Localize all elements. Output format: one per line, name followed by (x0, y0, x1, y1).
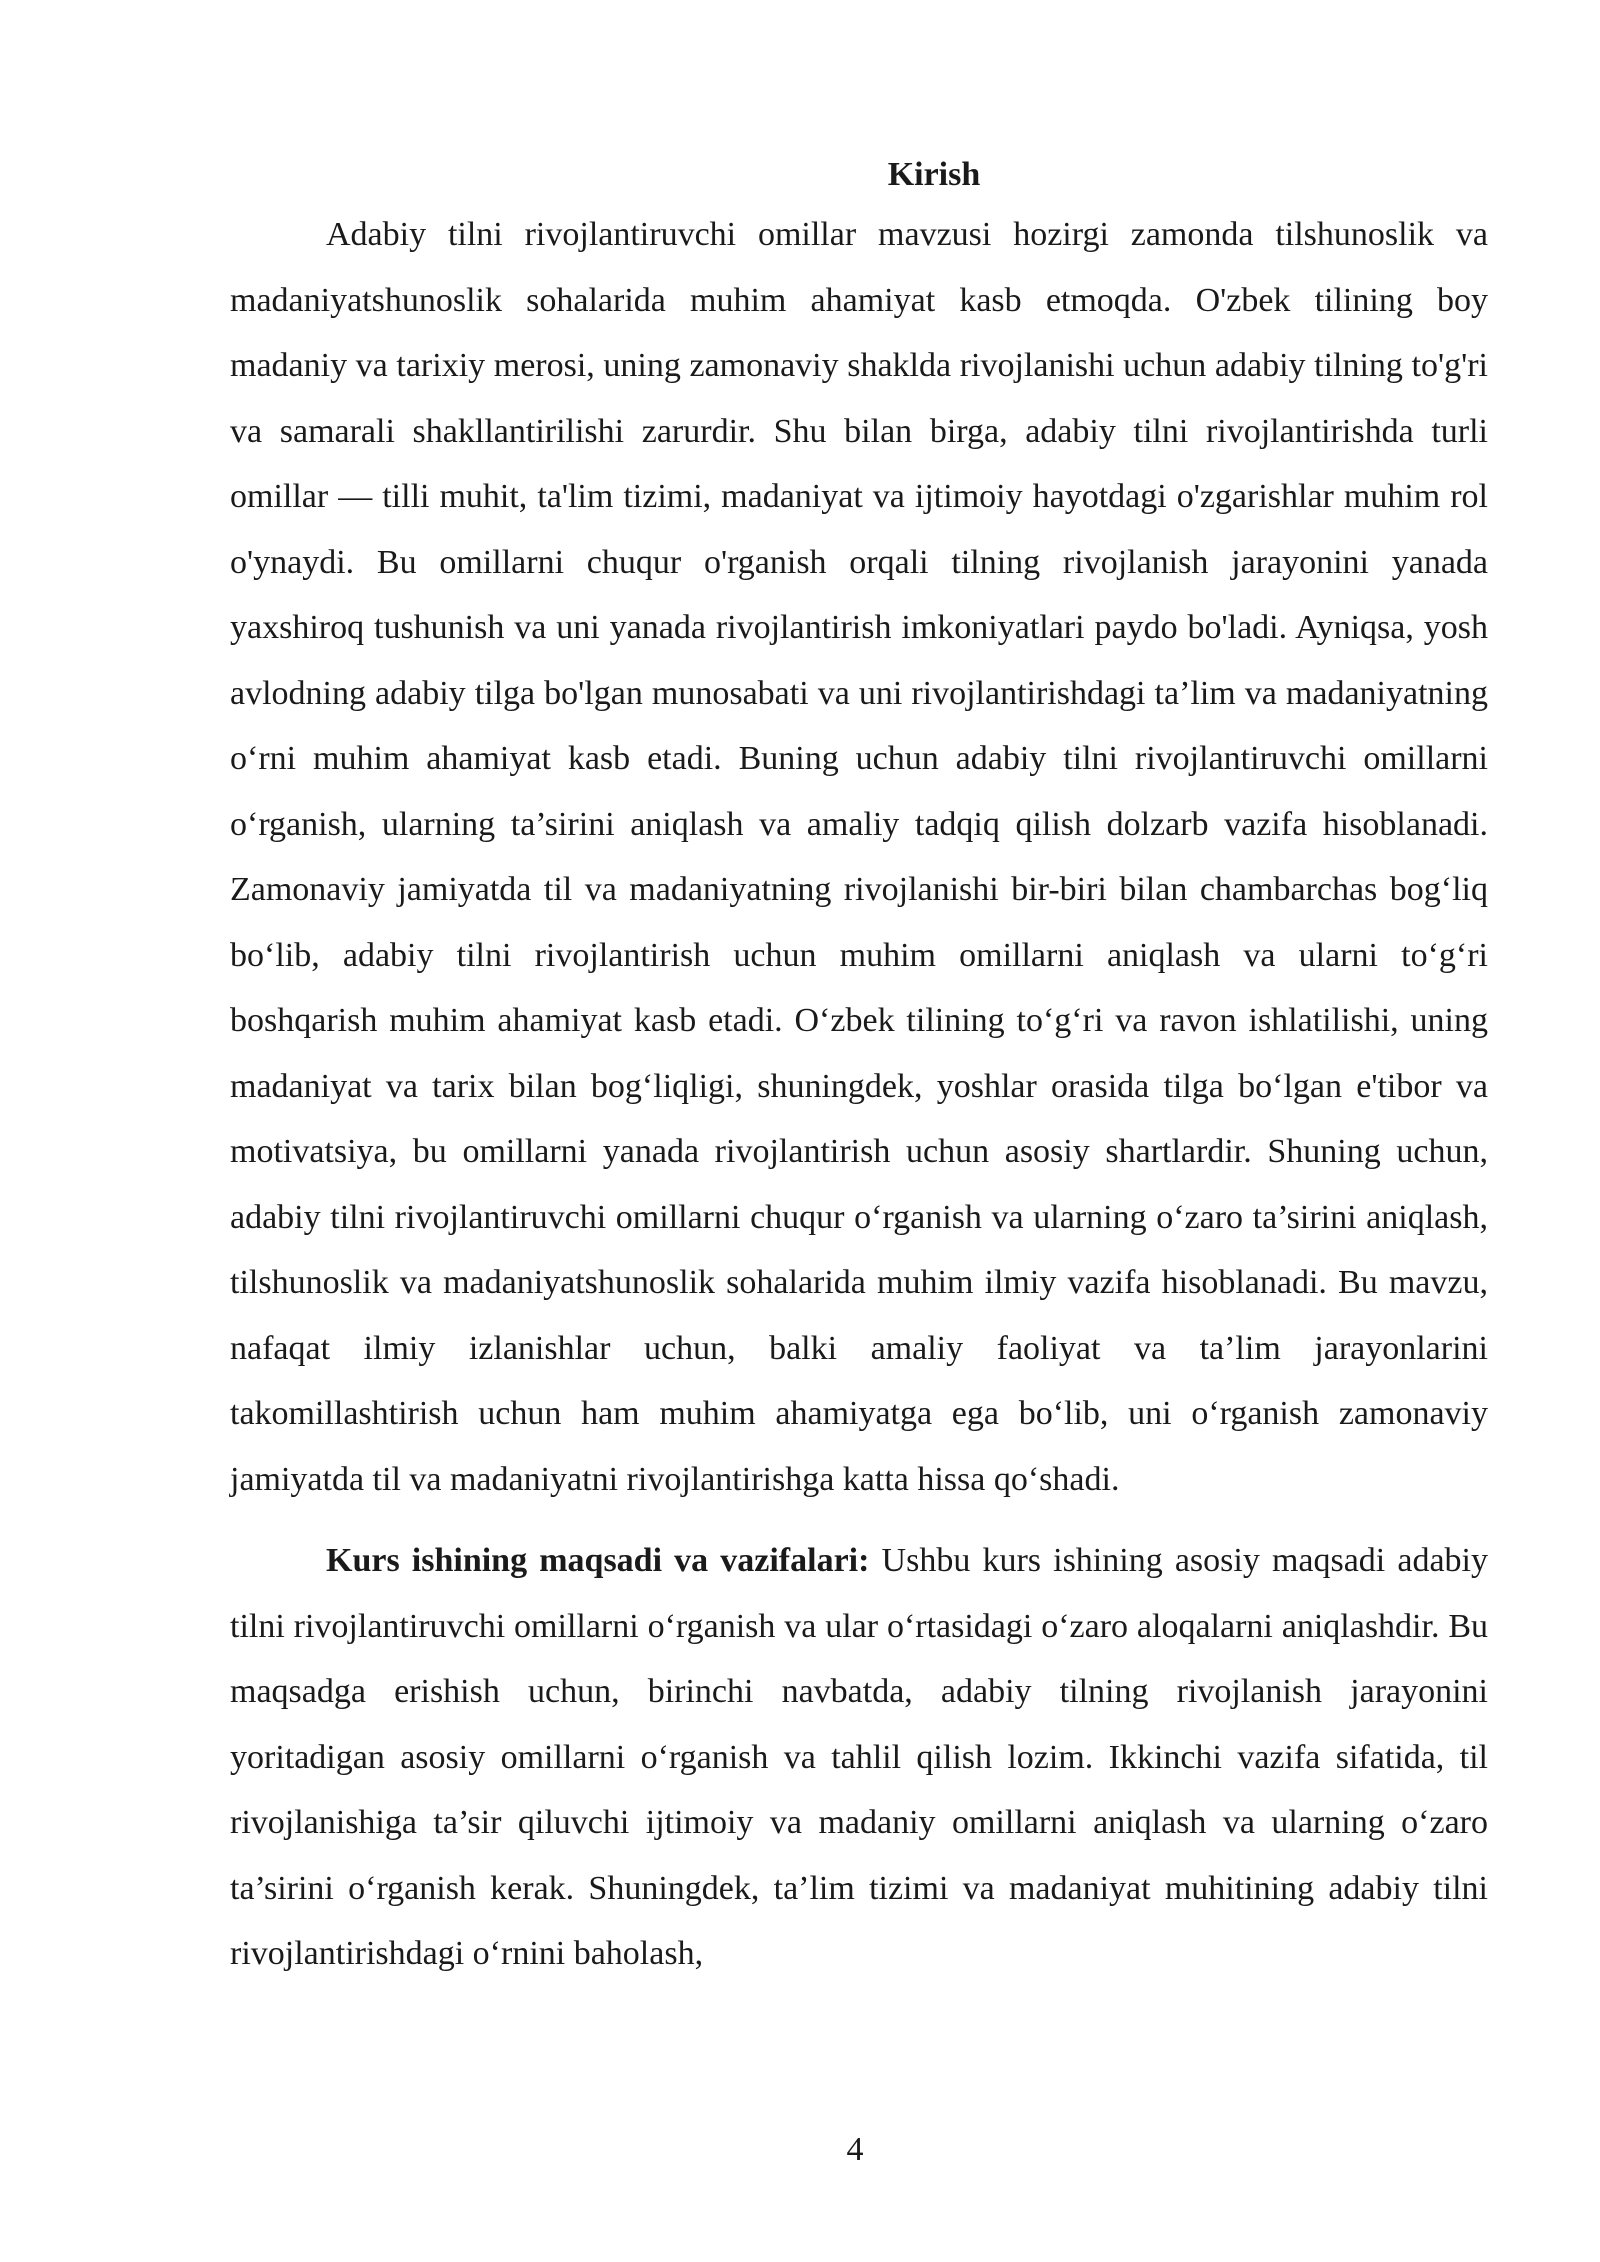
page-number: 4 (846, 2131, 864, 2168)
intro-paragraph: Adabiy tilni rivojlantiruvchi omillar mavzusi hozirgi zamonda tilshunoslik va madaniyatshunoslik sohalarida muhim ahamiyat kasb etmoqda. O'zbek tilining boy madaniy va tarixiy merosi, uning zamonaviy shaklda rivojlanishi uchun adabiy tilning to'g'ri va samarali shakllantirilishi zarurdir. Shu bilan birga, adabiy tilni rivojlantirishda turli omillar — tilli muhit, ta'lim tizimi, madaniyat va ijtimoiy hayotdagi o'zgarishlar muhim rol o'ynaydi. Bu omillarni chuqur o'rganish orqali tilning rivojlanish jarayonini yanada yaxshiroq tushunish va uni yanada rivojlantirish imkoniyatlari paydo bo'ladi. Ayniqsa, yosh avlodning adabiy tilga bo'lgan munosabati va uni rivojlantirishdagi ta’lim va madaniyatning o‘rni muhim ahamiyat kasb etadi. Buning uchun adabiy tilni rivojlantiruvchi omillarni o‘rganish, ularning ta’sirini aniqlash va amaliy tadqiq qilish dolzarb vazifa hisoblanadi. Zamonaviy jamiyatda til va madaniyatning rivojlanishi bir-biri bilan chambarchas bog‘liq bo‘lib, adabiy tilni rivojlantirish uchun muhim omillarni aniqlash va ularni to‘g‘ri boshqarish muhim ahamiyat kasb etadi. O‘zbek tilining to‘g‘ri va ravon ishlatilishi, uning madaniyat va tarix bilan bog‘liqligi, shuningdek, yoshlar orasida tilga bo‘lgan e'tibor va motivatsiya, bu omillarni yanada rivojlantirish uchun asosiy shartlardir. Shuning uchun, adabiy tilni rivojlantiruvchi omillarni chuqur o‘rganish va ularning o‘zaro ta’sirini aniqlash, tilshunoslik va madaniyatshunoslik sohalarida muhim ilmiy vazifa hisoblanadi. Bu mavzu, nafaqat ilmiy izlanishlar uchun, balki amaliy faoliyat va ta’lim jarayonlarini takomillashtirish uchun ham muhim ahamiyatga ega bo‘lib, uni o‘rganish zamonaviy jamiyatda til va madaniyatni rivojlantirishga katta hissa qo‘shadi. (230, 216, 1488, 1498)
page-content (230, 148, 1488, 1987)
goals-paragraph-body: Ushbu kurs ishining asosiy maqsadi adabiy tilni rivojlantiruvchi omillarni o‘rganish va ular o‘rtasidagi o‘zaro aloqalarni aniqlashdir. Bu maqsadga erishish uchun, birinchi navbatda, adabiy tilning rivojlanish jarayonini yoritadigan asosiy omillarni o‘rganish va tahlil qilish lozim. Ikkinchi vazifa sifatida, til rivojlanishiga ta’sir qiluvchi ijtimoiy va madaniy omillarni aniqlash va ularning o‘zaro ta’sirini o‘rganish kerak. Shuningdek, ta’lim tizimi va madaniyat muhitining adabiy tilni rivojlantirishdagi o‘rnini baholash, (230, 1542, 1488, 1972)
goals-paragraph (230, 1528, 1488, 1987)
goals-lead-phrase: Kurs ishining maqsadi va vazifalari: (326, 1542, 870, 1579)
section-heading: Kirish (887, 156, 981, 193)
